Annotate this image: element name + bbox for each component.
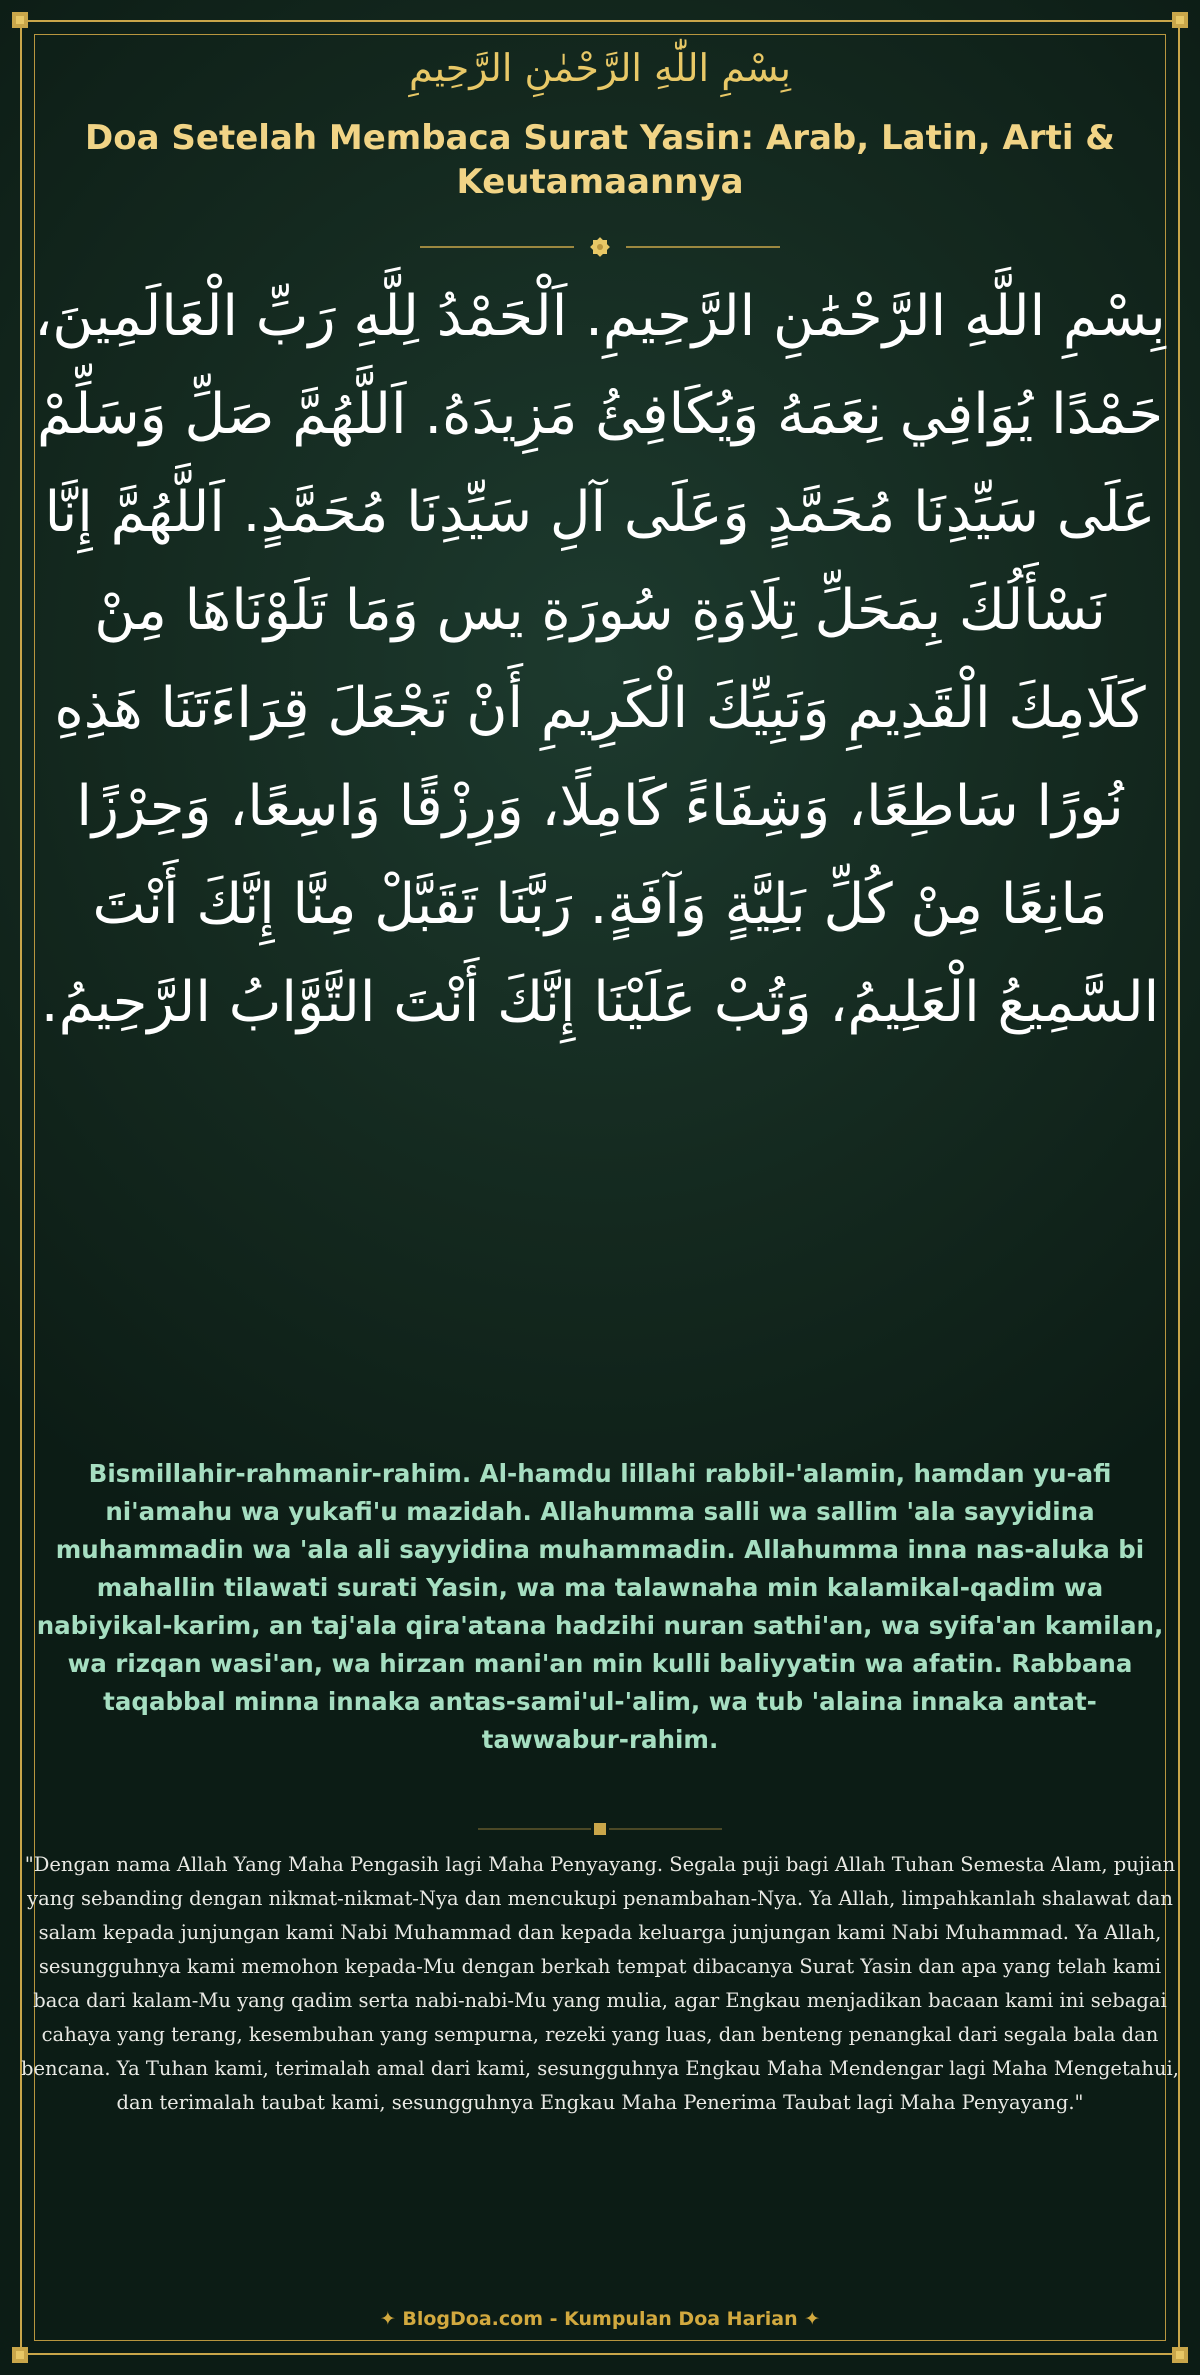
corner-ornament-icon <box>1170 10 1190 30</box>
corner-ornament-icon <box>10 10 30 30</box>
doa-latin-transliteration: Bismillahir-rahmanir-rahim. Al-hamdu lillahi rabbil-'alamin, hamdan yu-afi ni'amahu wa yukafi'u mazidah. Allahumma salli wa sallim 'ala sayyidina muhammadin wa 'ala ali sayyidina muhammadin. Allahumma inna nas-aluka bi mahallin tilawati surati Yasin, wa ma talawnaha min kalamikal-qadim wa nabiyikal-karim, an taj'ala qira'atana hadzihi nuran sathi'an, wa syifa'an kamilan, wa rizqan wasi'an, wa hirzan mani'an min kulli baliyyatin wa afatin. Rabbana taqabbal minna innaka antas-sami'ul-'alim, wa tub 'alaina innaka antat-tawwabur-rahim. <box>36 1459 1164 1754</box>
bismillah-heading: بِسْمِ اللّٰهِ الرَّحْمٰنِ الرَّحِيمِ <box>409 46 791 90</box>
doa-translation: "Dengan nama Allah Yang Maha Pengasih lagi Maha Penyayang. Segala puji bagi Allah Tuhan Semesta Alam, pujian yang sebanding dengan nikmat-nikmat-Nya dan mencukupi penambahan-Nya. Ya Allah, limpahkanlah shalawat dan salam kepada junjungan kami Nabi Muhammad dan kepada keluarga junjungan kami Nabi Muhammad. Ya Allah, sesungguhnya kami memohon kepada-Mu dengan berkah tempat dibacanya Surat Yasin dan apa yang telah kami baca dari kalam-Mu yang qadim serta nabi-nabi-Mu yang mulia, agar Engkau menjadikan bacaan kami ini sebagai cahaya yang terang, kesembuhan yang sempurna, rezeki yang luas, dan benteng penangkal dari segala bala dan bencana. Ya Tuhan kami, terimalah amal dari kami, sesungguhnya Engkau Maha Mendengar lagi Maha Mengetahui, dan terimalah taubat kami, sesungguhnya Engkau Maha Penerima Taubat lagi Maha Penyayang." <box>21 1853 1179 2114</box>
diamond-ornament-icon <box>594 1823 606 1835</box>
corner-ornament-icon <box>1170 2345 1190 2365</box>
doa-arabic-text: بِسْمِ اللَّهِ الرَّحْمَٰنِ الرَّحِيمِ. اَلْحَمْدُ لِلَّهِ رَبِّ الْعَالَمِينَ، حَمْدًا يُوَافِي نِعَمَهُ وَيُكَافِئُ مَزِيدَهُ. اَللَّهُمَّ صَلِّ وَسَلِّمْ عَلَى سَيِّدِنَا مُحَمَّدٍ وَعَلَى آلِ سَيِّدِنَا مُحَمَّدٍ. اَللَّهُمَّ إِنَّا نَسْأَلُكَ بِمَحَلِّ تِلَاوَةِ سُورَةِ يس وَمَا تَلَوْنَاهَا مِنْ كَلَامِكَ الْقَدِيمِ وَنَبِيِّكَ الْكَرِيمِ أَنْ تَجْعَلَ قِرَاءَتَنَا هَذِهِ نُورًا سَاطِعًا، وَشِفَاءً كَامِلًا، وَرِزْقًا وَاسِعًا، وَحِرْزًا مَانِعًا مِنْ كُلِّ بَلِيَّةٍ وَآفَةٍ. رَبَّنَا تَقَبَّلْ مِنَّا إِنَّكَ أَنْتَ السَّمِيعُ الْعَلِيمُ، وَتُبْ عَلَيْنَا إِنَّكَ أَنْتَ التَّوَّابُ الرَّحِيمُ. <box>34 284 1166 1035</box>
title-divider <box>0 233 1200 261</box>
page-title: Doa Setelah Membaca Surat Yasin: Arab, Latin, Arti & Keutamaannya <box>85 118 1115 202</box>
star-ornament-icon <box>590 237 610 257</box>
section-divider <box>0 1818 1200 1840</box>
footer-credit: ✦ BlogDoa.com - Kumpulan Doa Harian ✦ <box>379 2308 821 2330</box>
corner-ornament-icon <box>10 2345 30 2365</box>
